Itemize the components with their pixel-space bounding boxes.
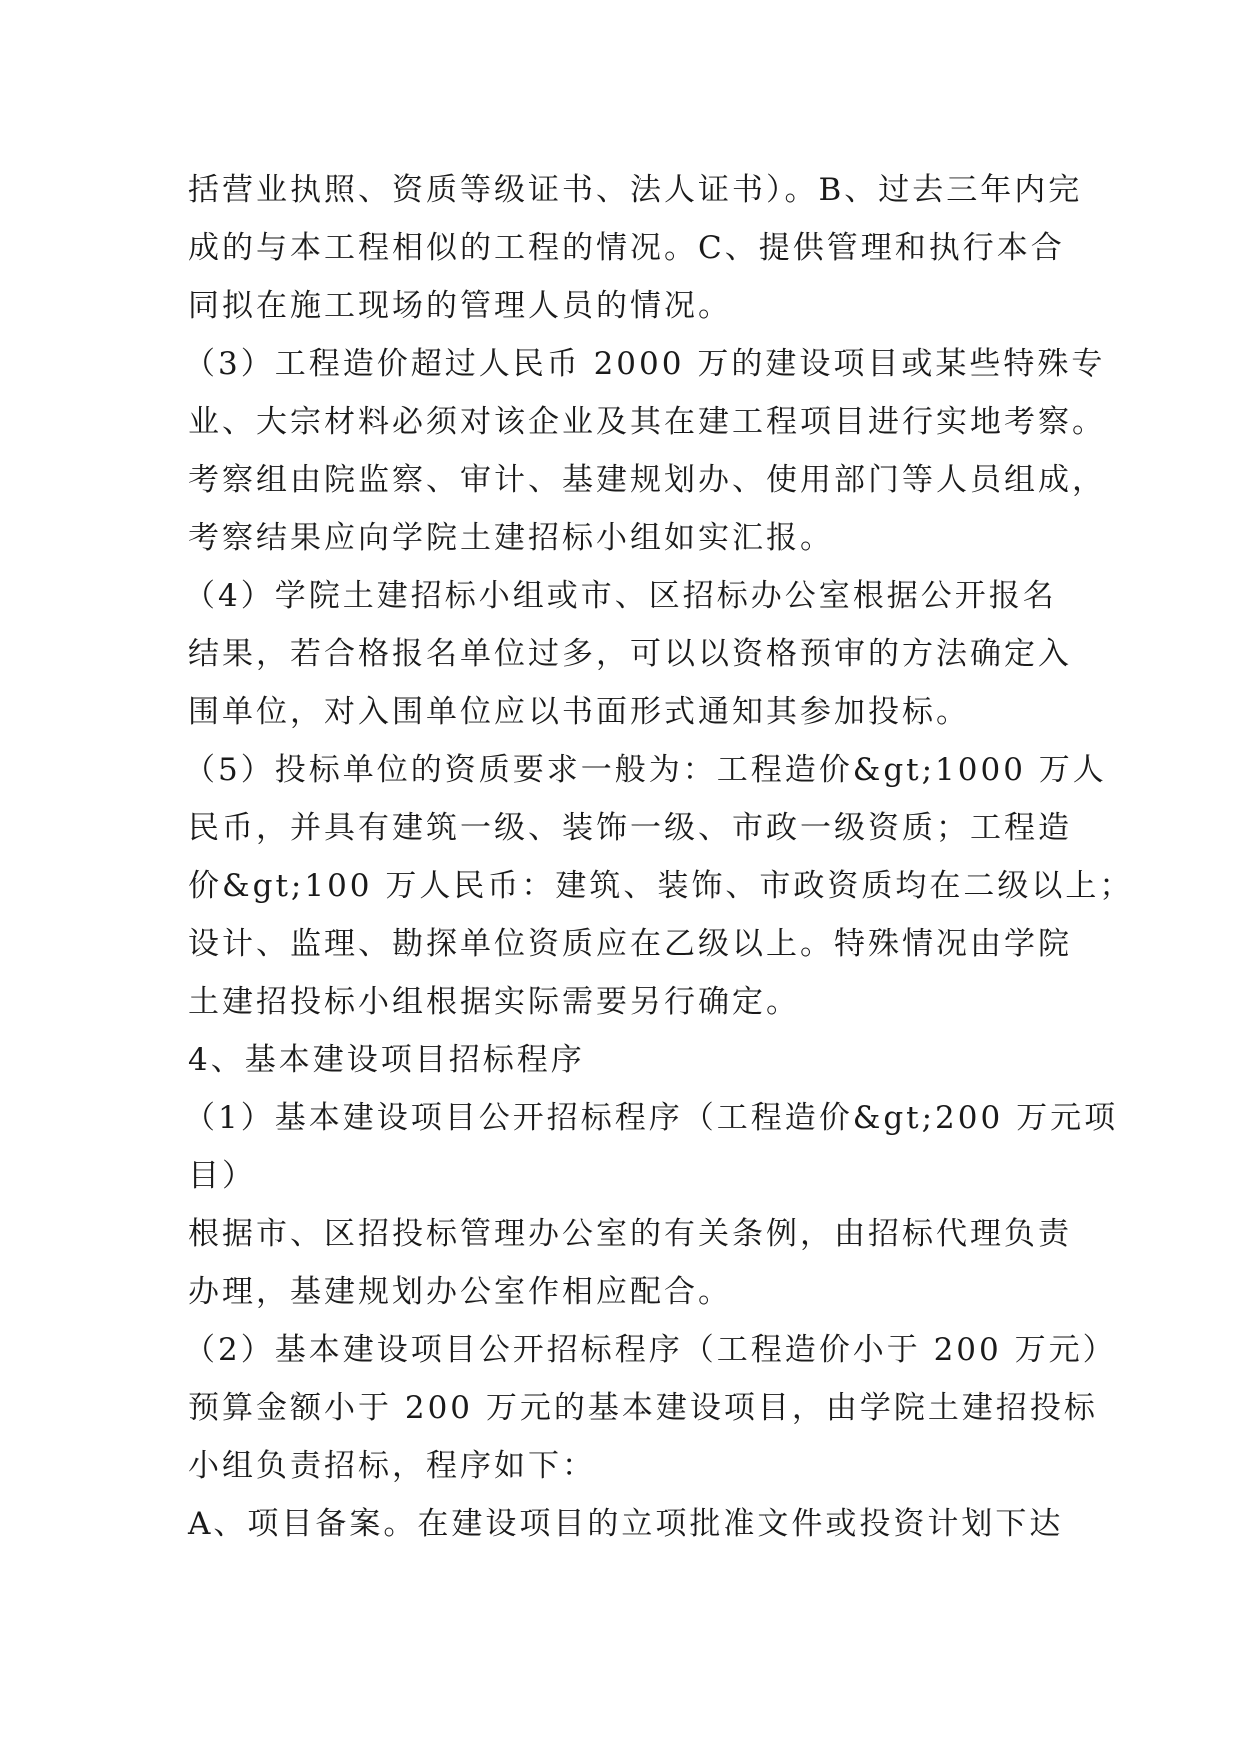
text-line: 业、大宗材料必须对该企业及其在建工程项目进行实地考察。 bbox=[188, 404, 1106, 440]
document-body bbox=[184, 161, 1134, 1553]
text-line: 括营业执照、资质等级证书、法人证书）。B、过去三年内完 bbox=[188, 172, 1083, 208]
text-line: 围单位，对入围单位应以书面形式通知其参加投标。 bbox=[188, 694, 970, 730]
text-line: 结果，若合格报名单位过多，可以以资格预审的方法确定入 bbox=[188, 636, 1072, 672]
section-heading: 4、基本建设项目招标程序 bbox=[188, 1042, 585, 1078]
text-line: （2）基本建设项目公开招标程序（工程造价小于 200 万元） bbox=[184, 1332, 1117, 1368]
text-line: （4）学院土建招标小组或市、区招标办公室根据公开报名 bbox=[184, 578, 1057, 614]
text-line: 根据市、区招投标管理办公室的有关条例，由招标代理负责 bbox=[188, 1216, 1072, 1252]
text-line: 考察组由院监察、审计、基建规划办、使用部门等人员组成， bbox=[188, 462, 1106, 498]
text-line: A、项目备案。在建设项目的立项批准文件或投资计划下达 bbox=[188, 1506, 1064, 1542]
text-line: （1）基本建设项目公开招标程序（工程造价&gt;200 万元项 bbox=[184, 1100, 1119, 1136]
text-line: 考察结果应向学院土建招标小组如实汇报。 bbox=[188, 520, 834, 556]
text-line: 小组负责招标，程序如下： bbox=[188, 1448, 596, 1484]
text-line: 土建招投标小组根据实际需要另行确定。 bbox=[188, 984, 800, 1020]
text-line: 预算金额小于 200 万元的基本建设项目，由学院土建招投标 bbox=[188, 1390, 1098, 1426]
text-line: （5）投标单位的资质要求一般为：工程造价&gt;1000 万人 bbox=[184, 752, 1107, 788]
text-line: 目） bbox=[188, 1158, 256, 1194]
text-line: 价&gt;100 万人民币：建筑、装饰、市政资质均在二级以上； bbox=[188, 868, 1134, 904]
text-line: 办理，基建规划办公室作相应配合。 bbox=[188, 1274, 732, 1310]
text-line: 设计、监理、勘探单位资质应在乙级以上。特殊情况由学院 bbox=[188, 926, 1072, 962]
text-line: （3）工程造价超过人民币 2000 万的建设项目或某些特殊专 bbox=[184, 346, 1106, 382]
text-line: 成的与本工程相似的工程的情况。C、提供管理和执行本合 bbox=[188, 230, 1065, 266]
text-line: 民币，并具有建筑一级、装饰一级、市政一级资质；工程造 bbox=[188, 810, 1072, 846]
text-line: 同拟在施工现场的管理人员的情况。 bbox=[188, 288, 732, 324]
